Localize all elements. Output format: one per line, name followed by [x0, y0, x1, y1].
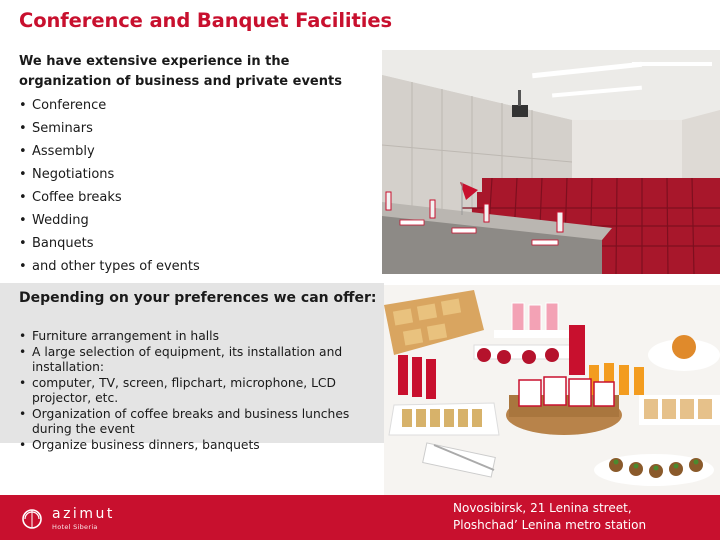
list-item: • and other types of events	[19, 255, 379, 278]
list-item: • Wedding	[19, 209, 379, 232]
intro-text: We have extensive experience in the organization of business and private events	[19, 54, 342, 89]
address-line: Ploshchad’ Lenina metro station	[453, 518, 647, 532]
logo-subtitle: Hotel Siberia	[52, 523, 98, 531]
address-line: Novosibirsk, 21 Lenina street,	[453, 501, 632, 515]
buffet-photo	[384, 285, 720, 495]
list-item: • Banquets	[19, 232, 379, 255]
list-item: • computer, TV, screen, flipchart, microphone, LCD projector, etc.	[19, 376, 381, 407]
slide-title: Conference and Banquet Facilities	[19, 9, 392, 32]
event-types-list	[19, 94, 379, 278]
list-item: • Assembly	[19, 140, 379, 163]
logo-text: azimut	[52, 506, 115, 522]
hotel-address	[453, 500, 646, 534]
list-item: • Negotiations	[19, 163, 379, 186]
conference-hall-photo	[382, 50, 720, 274]
offer-heading: Depending on your preferences we can offer:	[19, 290, 377, 306]
offer-list	[19, 329, 381, 453]
list-item: • A large selection of equipment, its installation and installation:	[19, 345, 381, 376]
list-item: • Furniture arrangement in halls	[19, 329, 381, 345]
list-item: • Coffee breaks	[19, 186, 379, 209]
list-item: • Seminars	[19, 117, 379, 140]
list-item: • Organization of coffee breaks and business lunches during the event	[19, 407, 381, 438]
list-item: • Organize business dinners, banquets	[19, 438, 381, 454]
list-item: • Conference	[19, 94, 379, 117]
